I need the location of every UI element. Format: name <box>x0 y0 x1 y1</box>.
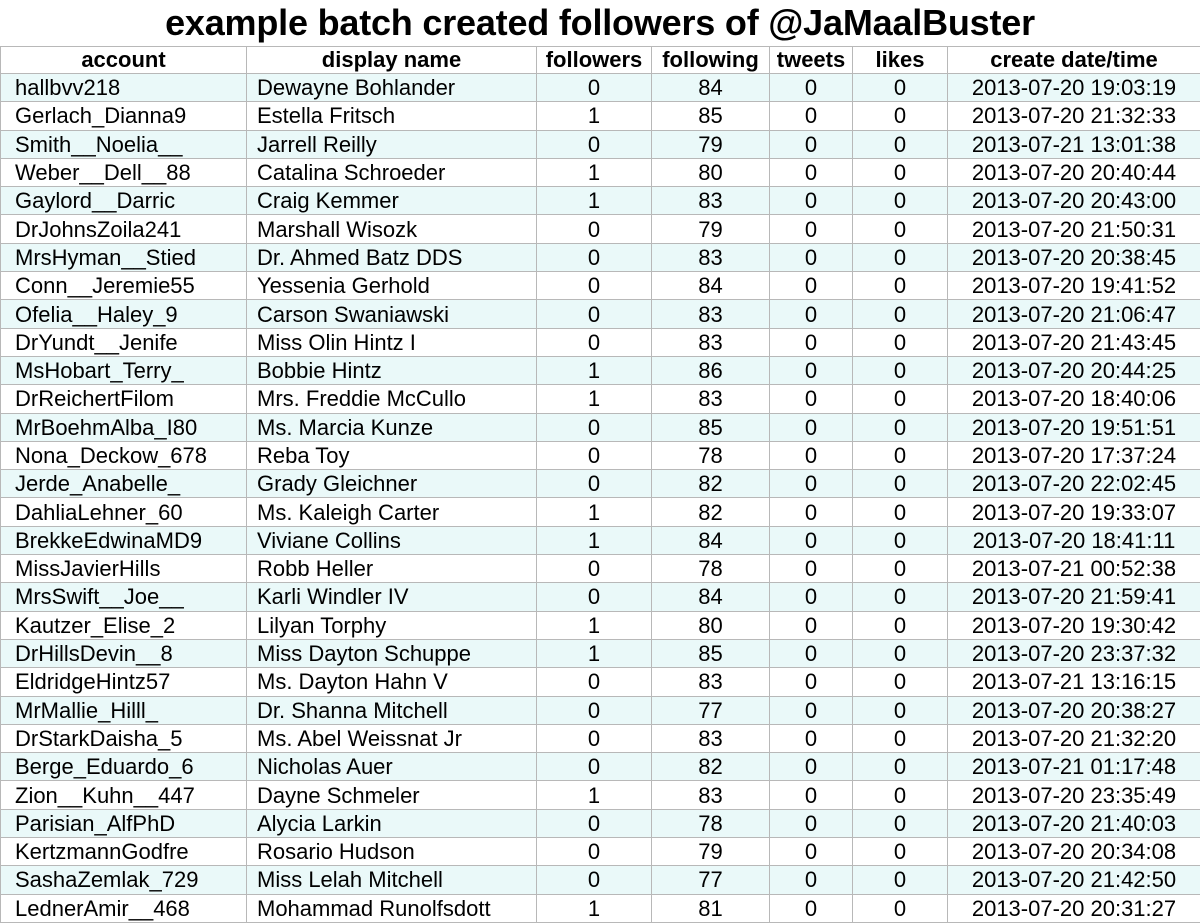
cell-display-name[interactable]: Grady Gleichner <box>247 470 537 498</box>
table-row <box>1 272 1200 300</box>
cell-display-name[interactable]: Alycia Larkin <box>247 809 537 837</box>
cell-following[interactable]: 83 <box>652 328 770 356</box>
cell-followers[interactable]: 0 <box>537 668 652 696</box>
cell-likes[interactable]: 0 <box>853 328 948 356</box>
cell-account[interactable]: MsHobart_Terry_ <box>1 356 247 384</box>
cell-followers[interactable]: 0 <box>537 328 652 356</box>
cell-followers[interactable]: 1 <box>537 526 652 554</box>
cell-display-name[interactable]: Reba Toy <box>247 441 537 469</box>
cell-account[interactable]: Ofelia__Haley_9 <box>1 300 247 328</box>
cell-followers[interactable]: 0 <box>537 300 652 328</box>
followers-table <box>0 46 1200 923</box>
cell-display-name[interactable]: Catalina Schroeder <box>247 158 537 186</box>
table-row <box>1 583 1200 611</box>
cell-likes[interactable]: 0 <box>853 583 948 611</box>
cell-followers[interactable]: 0 <box>537 696 652 724</box>
cell-following[interactable]: 83 <box>652 300 770 328</box>
column-header-create-date[interactable]: create date/time <box>948 47 1200 74</box>
cell-create-date[interactable]: 2013-07-20 19:03:19 <box>948 74 1200 102</box>
cell-following[interactable]: 83 <box>652 187 770 215</box>
cell-following[interactable]: 84 <box>652 74 770 102</box>
cell-create-date[interactable]: 2013-07-20 19:33:07 <box>948 498 1200 526</box>
cell-create-date[interactable]: 2013-07-20 17:37:24 <box>948 441 1200 469</box>
table-row <box>1 215 1200 243</box>
cell-display-name[interactable]: Marshall Wisozk <box>247 215 537 243</box>
column-header-display-name[interactable]: display name <box>247 47 537 74</box>
cell-tweets[interactable]: 0 <box>770 555 853 583</box>
cell-followers[interactable]: 1 <box>537 611 652 639</box>
cell-following[interactable]: 79 <box>652 215 770 243</box>
cell-create-date[interactable]: 2013-07-21 13:16:15 <box>948 668 1200 696</box>
cell-account[interactable]: DrYundt__Jenife <box>1 328 247 356</box>
cell-create-date[interactable]: 2013-07-21 13:01:38 <box>948 130 1200 158</box>
table-row <box>1 866 1200 894</box>
cell-likes[interactable]: 0 <box>853 187 948 215</box>
cell-display-name[interactable]: Yessenia Gerhold <box>247 272 537 300</box>
cell-likes[interactable]: 0 <box>853 356 948 384</box>
cell-tweets[interactable]: 0 <box>770 696 853 724</box>
cell-tweets[interactable]: 0 <box>770 441 853 469</box>
cell-likes[interactable]: 0 <box>853 724 948 752</box>
cell-tweets[interactable]: 0 <box>770 809 853 837</box>
table-row <box>1 74 1200 102</box>
cell-account[interactable]: MissJavierHills <box>1 555 247 583</box>
table-row <box>1 441 1200 469</box>
cell-following[interactable]: 84 <box>652 272 770 300</box>
cell-account[interactable]: Nona_Deckow_678 <box>1 441 247 469</box>
cell-display-name[interactable]: Viviane Collins <box>247 526 537 554</box>
cell-likes[interactable]: 0 <box>853 809 948 837</box>
cell-account[interactable]: MrMallie_Hilll_ <box>1 696 247 724</box>
cell-display-name[interactable]: Ms. Abel Weissnat Jr <box>247 724 537 752</box>
cell-create-date[interactable]: 2013-07-20 20:38:45 <box>948 243 1200 271</box>
cell-followers[interactable]: 0 <box>537 555 652 583</box>
cell-tweets[interactable]: 0 <box>770 781 853 809</box>
table-row <box>1 102 1200 130</box>
cell-following[interactable]: 83 <box>652 668 770 696</box>
cell-followers[interactable]: 0 <box>537 74 652 102</box>
cell-following[interactable]: 82 <box>652 498 770 526</box>
cell-followers[interactable]: 0 <box>537 724 652 752</box>
cell-likes[interactable]: 0 <box>853 498 948 526</box>
cell-display-name[interactable]: Carson Swaniawski <box>247 300 537 328</box>
cell-tweets[interactable]: 0 <box>770 272 853 300</box>
cell-likes[interactable]: 0 <box>853 668 948 696</box>
table-row <box>1 300 1200 328</box>
cell-tweets[interactable]: 0 <box>770 724 853 752</box>
cell-create-date[interactable]: 2013-07-20 21:32:20 <box>948 724 1200 752</box>
cell-tweets[interactable]: 0 <box>770 498 853 526</box>
cell-following[interactable]: 85 <box>652 413 770 441</box>
table-row <box>1 838 1200 866</box>
cell-create-date[interactable]: 2013-07-20 20:38:27 <box>948 696 1200 724</box>
cell-account[interactable]: KertzmannGodfre <box>1 838 247 866</box>
cell-create-date[interactable]: 2013-07-20 21:06:47 <box>948 300 1200 328</box>
cell-followers[interactable]: 0 <box>537 130 652 158</box>
cell-tweets[interactable]: 0 <box>770 158 853 186</box>
cell-account[interactable]: Zion__Kuhn__447 <box>1 781 247 809</box>
cell-display-name[interactable]: Dr. Shanna Mitchell <box>247 696 537 724</box>
cell-followers[interactable]: 1 <box>537 158 652 186</box>
cell-tweets[interactable]: 0 <box>770 753 853 781</box>
cell-followers[interactable]: 0 <box>537 838 652 866</box>
cell-following[interactable]: 85 <box>652 639 770 667</box>
cell-display-name[interactable]: Ms. Marcia Kunze <box>247 413 537 441</box>
cell-display-name[interactable]: Nicholas Auer <box>247 753 537 781</box>
cell-account[interactable]: DrHillsDevin__8 <box>1 639 247 667</box>
cell-tweets[interactable]: 0 <box>770 300 853 328</box>
cell-following[interactable]: 85 <box>652 102 770 130</box>
cell-followers[interactable]: 0 <box>537 215 652 243</box>
cell-followers[interactable]: 0 <box>537 753 652 781</box>
cell-likes[interactable]: 0 <box>853 838 948 866</box>
cell-likes[interactable]: 0 <box>853 611 948 639</box>
column-header-account[interactable]: account <box>1 47 247 74</box>
cell-followers[interactable]: 0 <box>537 866 652 894</box>
cell-likes[interactable]: 0 <box>853 470 948 498</box>
cell-tweets[interactable]: 0 <box>770 470 853 498</box>
cell-tweets[interactable]: 0 <box>770 102 853 130</box>
cell-create-date[interactable]: 2013-07-20 20:34:08 <box>948 838 1200 866</box>
cell-followers[interactable]: 1 <box>537 498 652 526</box>
cell-likes[interactable]: 0 <box>853 866 948 894</box>
cell-create-date[interactable]: 2013-07-21 01:17:48 <box>948 753 1200 781</box>
cell-create-date[interactable]: 2013-07-20 19:51:51 <box>948 413 1200 441</box>
cell-tweets[interactable]: 0 <box>770 413 853 441</box>
cell-following[interactable]: 82 <box>652 470 770 498</box>
cell-likes[interactable]: 0 <box>853 441 948 469</box>
cell-likes[interactable]: 0 <box>853 272 948 300</box>
cell-account[interactable]: Parisian_AlfPhD <box>1 809 247 837</box>
cell-display-name[interactable]: Lilyan Torphy <box>247 611 537 639</box>
table-row <box>1 328 1200 356</box>
cell-followers[interactable]: 1 <box>537 102 652 130</box>
cell-create-date[interactable]: 2013-07-20 23:35:49 <box>948 781 1200 809</box>
cell-tweets[interactable]: 0 <box>770 611 853 639</box>
cell-likes[interactable]: 0 <box>853 639 948 667</box>
sheet-title: example batch created followers of @JaMaalBuster <box>165 2 1035 43</box>
column-header-likes[interactable]: likes <box>853 47 948 74</box>
cell-followers[interactable]: 1 <box>537 639 652 667</box>
cell-create-date[interactable]: 2013-07-20 21:42:50 <box>948 866 1200 894</box>
cell-display-name[interactable]: Ms. Kaleigh Carter <box>247 498 537 526</box>
cell-create-date[interactable]: 2013-07-20 21:43:45 <box>948 328 1200 356</box>
cell-likes[interactable]: 0 <box>853 526 948 554</box>
table-row <box>1 894 1200 922</box>
cell-create-date[interactable]: 2013-07-20 21:50:31 <box>948 215 1200 243</box>
cell-account[interactable]: MrBoehmAlba_I80 <box>1 413 247 441</box>
table-row <box>1 187 1200 215</box>
cell-display-name[interactable]: Miss Dayton Schuppe <box>247 639 537 667</box>
cell-following[interactable]: 78 <box>652 555 770 583</box>
cell-account[interactable]: MrsSwift__Joe__ <box>1 583 247 611</box>
cell-followers[interactable]: 0 <box>537 441 652 469</box>
cell-following[interactable]: 79 <box>652 838 770 866</box>
cell-likes[interactable]: 0 <box>853 243 948 271</box>
table-row <box>1 753 1200 781</box>
cell-followers[interactable]: 1 <box>537 356 652 384</box>
cell-following[interactable]: 86 <box>652 356 770 384</box>
cell-followers[interactable]: 0 <box>537 809 652 837</box>
cell-account[interactable]: BrekkeEdwinaMD9 <box>1 526 247 554</box>
cell-following[interactable]: 77 <box>652 696 770 724</box>
cell-display-name[interactable]: Dr. Ahmed Batz DDS <box>247 243 537 271</box>
cell-account[interactable]: hallbvv218 <box>1 74 247 102</box>
cell-create-date[interactable]: 2013-07-20 21:40:03 <box>948 809 1200 837</box>
cell-tweets[interactable]: 0 <box>770 385 853 413</box>
table-row <box>1 526 1200 554</box>
cell-account[interactable]: DrJohnsZoila241 <box>1 215 247 243</box>
cell-account[interactable]: Kautzer_Elise_2 <box>1 611 247 639</box>
table-row <box>1 498 1200 526</box>
cell-following[interactable]: 83 <box>652 724 770 752</box>
cell-create-date[interactable]: 2013-07-21 00:52:38 <box>948 555 1200 583</box>
cell-display-name[interactable]: Mrs. Freddie McCullo <box>247 385 537 413</box>
cell-tweets[interactable]: 0 <box>770 130 853 158</box>
cell-account[interactable]: DrStarkDaisha_5 <box>1 724 247 752</box>
cell-display-name[interactable]: Robb Heller <box>247 555 537 583</box>
cell-followers[interactable]: 0 <box>537 583 652 611</box>
cell-account[interactable]: MrsHyman__Stied <box>1 243 247 271</box>
table-row <box>1 356 1200 384</box>
cell-create-date[interactable]: 2013-07-20 19:41:52 <box>948 272 1200 300</box>
cell-following[interactable]: 77 <box>652 866 770 894</box>
table-row <box>1 668 1200 696</box>
cell-create-date[interactable]: 2013-07-20 20:43:00 <box>948 187 1200 215</box>
cell-likes[interactable]: 0 <box>853 74 948 102</box>
cell-following[interactable]: 78 <box>652 809 770 837</box>
cell-tweets[interactable]: 0 <box>770 894 853 922</box>
cell-followers[interactable]: 1 <box>537 385 652 413</box>
cell-create-date[interactable]: 2013-07-20 20:40:44 <box>948 158 1200 186</box>
cell-followers[interactable]: 0 <box>537 413 652 441</box>
cell-create-date[interactable]: 2013-07-20 18:41:11 <box>948 526 1200 554</box>
cell-likes[interactable]: 0 <box>853 753 948 781</box>
cell-tweets[interactable]: 0 <box>770 187 853 215</box>
cell-following[interactable]: 83 <box>652 385 770 413</box>
cell-display-name[interactable]: Craig Kemmer <box>247 187 537 215</box>
column-header-tweets[interactable]: tweets <box>770 47 853 74</box>
cell-create-date[interactable]: 2013-07-20 20:31:27 <box>948 894 1200 922</box>
cell-create-date[interactable]: 2013-07-20 20:44:25 <box>948 356 1200 384</box>
cell-tweets[interactable]: 0 <box>770 526 853 554</box>
cell-account[interactable]: SashaZemlak_729 <box>1 866 247 894</box>
cell-account[interactable]: DrReichertFilom <box>1 385 247 413</box>
cell-tweets[interactable]: 0 <box>770 74 853 102</box>
cell-following[interactable]: 79 <box>652 130 770 158</box>
cell-likes[interactable]: 0 <box>853 555 948 583</box>
cell-create-date[interactable]: 2013-07-20 19:30:42 <box>948 611 1200 639</box>
cell-tweets[interactable]: 0 <box>770 328 853 356</box>
cell-following[interactable]: 82 <box>652 753 770 781</box>
cell-display-name[interactable]: Estella Fritsch <box>247 102 537 130</box>
cell-likes[interactable]: 0 <box>853 413 948 441</box>
cell-display-name[interactable]: Dewayne Bohlander <box>247 74 537 102</box>
cell-tweets[interactable]: 0 <box>770 639 853 667</box>
cell-display-name[interactable]: Mohammad Runolfsdott <box>247 894 537 922</box>
cell-followers[interactable]: 1 <box>537 187 652 215</box>
cell-display-name[interactable]: Ms. Dayton Hahn V <box>247 668 537 696</box>
cell-display-name[interactable]: Jarrell Reilly <box>247 130 537 158</box>
cell-tweets[interactable]: 0 <box>770 215 853 243</box>
cell-account[interactable]: Gerlach_Dianna9 <box>1 102 247 130</box>
cell-likes[interactable]: 0 <box>853 300 948 328</box>
cell-account[interactable]: Berge_Eduardo_6 <box>1 753 247 781</box>
cell-tweets[interactable]: 0 <box>770 668 853 696</box>
cell-account[interactable]: LednerAmir__468 <box>1 894 247 922</box>
cell-display-name[interactable]: Rosario Hudson <box>247 838 537 866</box>
table-row <box>1 413 1200 441</box>
cell-following[interactable]: 83 <box>652 243 770 271</box>
cell-create-date[interactable]: 2013-07-20 23:37:32 <box>948 639 1200 667</box>
cell-display-name[interactable]: Miss Olin Hintz I <box>247 328 537 356</box>
cell-account[interactable]: Gaylord__Darric <box>1 187 247 215</box>
table-row <box>1 130 1200 158</box>
table-row <box>1 639 1200 667</box>
cell-create-date[interactable]: 2013-07-20 18:40:06 <box>948 385 1200 413</box>
table-row <box>1 385 1200 413</box>
cell-following[interactable]: 83 <box>652 781 770 809</box>
cell-display-name[interactable]: Dayne Schmeler <box>247 781 537 809</box>
cell-following[interactable]: 81 <box>652 894 770 922</box>
table-body <box>1 74 1200 923</box>
cell-create-date[interactable]: 2013-07-20 21:32:33 <box>948 102 1200 130</box>
cell-account[interactable]: EldridgeHintz57 <box>1 668 247 696</box>
cell-likes[interactable]: 0 <box>853 385 948 413</box>
cell-likes[interactable]: 0 <box>853 894 948 922</box>
cell-create-date[interactable]: 2013-07-20 21:59:41 <box>948 583 1200 611</box>
cell-create-date[interactable]: 2013-07-20 22:02:45 <box>948 470 1200 498</box>
cell-following[interactable]: 78 <box>652 441 770 469</box>
cell-account[interactable]: Conn__Jeremie55 <box>1 272 247 300</box>
cell-followers[interactable]: 0 <box>537 272 652 300</box>
cell-tweets[interactable]: 0 <box>770 583 853 611</box>
cell-following[interactable]: 80 <box>652 158 770 186</box>
header-row <box>1 47 1200 74</box>
column-header-following[interactable]: following <box>652 47 770 74</box>
cell-following[interactable]: 84 <box>652 526 770 554</box>
table-row <box>1 243 1200 271</box>
cell-account[interactable]: DahliaLehner_60 <box>1 498 247 526</box>
table-row <box>1 724 1200 752</box>
cell-account[interactable]: Jerde_Anabelle_ <box>1 470 247 498</box>
cell-likes[interactable]: 0 <box>853 696 948 724</box>
table-row <box>1 611 1200 639</box>
cell-tweets[interactable]: 0 <box>770 866 853 894</box>
cell-likes[interactable]: 0 <box>853 102 948 130</box>
cell-tweets[interactable]: 0 <box>770 356 853 384</box>
cell-followers[interactable]: 0 <box>537 470 652 498</box>
table-row <box>1 781 1200 809</box>
cell-account[interactable]: Smith__Noelia__ <box>1 130 247 158</box>
cell-likes[interactable]: 0 <box>853 781 948 809</box>
cell-following[interactable]: 84 <box>652 583 770 611</box>
cell-followers[interactable]: 1 <box>537 894 652 922</box>
cell-following[interactable]: 80 <box>652 611 770 639</box>
cell-tweets[interactable]: 0 <box>770 243 853 271</box>
cell-account[interactable]: Weber__Dell__88 <box>1 158 247 186</box>
cell-followers[interactable]: 1 <box>537 781 652 809</box>
column-header-followers[interactable]: followers <box>537 47 652 74</box>
table-row <box>1 696 1200 724</box>
cell-followers[interactable]: 0 <box>537 243 652 271</box>
cell-display-name[interactable]: Bobbie Hintz <box>247 356 537 384</box>
table-row <box>1 809 1200 837</box>
cell-tweets[interactable]: 0 <box>770 838 853 866</box>
cell-likes[interactable]: 0 <box>853 215 948 243</box>
table-row <box>1 158 1200 186</box>
cell-likes[interactable]: 0 <box>853 130 948 158</box>
cell-display-name[interactable]: Karli Windler IV <box>247 583 537 611</box>
table-row <box>1 470 1200 498</box>
cell-display-name[interactable]: Miss Lelah Mitchell <box>247 866 537 894</box>
table-row <box>1 555 1200 583</box>
cell-likes[interactable]: 0 <box>853 158 948 186</box>
